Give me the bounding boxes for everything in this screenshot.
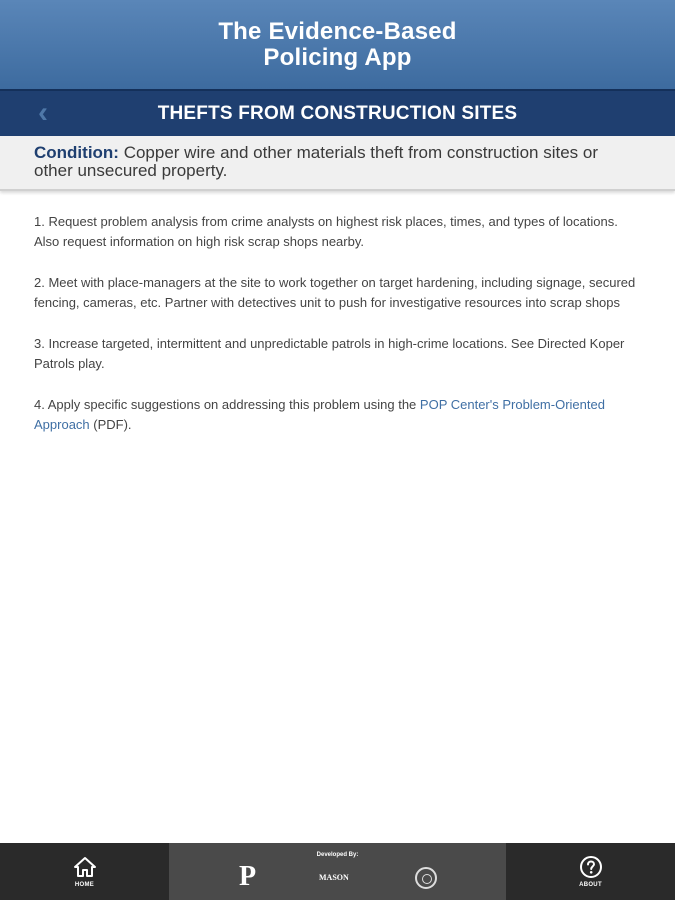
- home-button[interactable]: [0, 843, 169, 900]
- about-label: ABOUT: [579, 882, 602, 888]
- policing-logo: P: [239, 861, 257, 892]
- home-icon: [73, 855, 97, 879]
- developer-logos: [169, 843, 506, 900]
- app-header: [0, 0, 675, 89]
- condition-label: Condition:: [34, 143, 119, 162]
- home-label: HOME: [74, 882, 95, 888]
- steps-list: [34, 212, 644, 456]
- mason-logo-text: MASON: [319, 873, 349, 882]
- step-4: [34, 395, 644, 435]
- step-4-text-after: (PDF).: [89, 417, 132, 432]
- step-2: 2. Meet with place-managers at the site to work together on target hardening, including signage, secured fencing, cameras, etc. Partner with detectives unit to push for investigative resources into scrap shops: [34, 275, 636, 310]
- about-button[interactable]: [506, 843, 675, 900]
- footer-bar: [0, 843, 675, 900]
- app-title: The Evidence-Based Policing App: [218, 17, 457, 71]
- back-button[interactable]: [30, 98, 56, 128]
- condition-text: Copper wire and other materials theft from construction sites or other unsecured property.: [34, 143, 599, 180]
- title-bar: [0, 89, 675, 136]
- step-3: 3. Increase targeted, intermittent and unpredictable patrols in high-crime locations. See Directed Koper Patrols play.: [34, 336, 625, 371]
- question-icon: [579, 855, 603, 879]
- george-mason-logo: [319, 867, 357, 891]
- condition-box: [0, 136, 675, 191]
- seal-logo: [415, 867, 437, 889]
- chevron-left-icon: ‹: [38, 96, 48, 129]
- pop-center-link[interactable]: POP Center's Problem-Oriented Approach: [34, 397, 605, 432]
- step-1: 1. Request problem analysis from crime analysts on highest risk places, times, and types of locations. Also request information on high risk scrap shops nearby.: [34, 214, 618, 249]
- developed-by-label: Developed By:: [316, 852, 359, 858]
- step-4-text-before: 4. Apply specific suggestions on addressing this problem using the: [34, 397, 420, 412]
- page-title: THEFTS FROM CONSTRUCTION SITES: [157, 102, 518, 124]
